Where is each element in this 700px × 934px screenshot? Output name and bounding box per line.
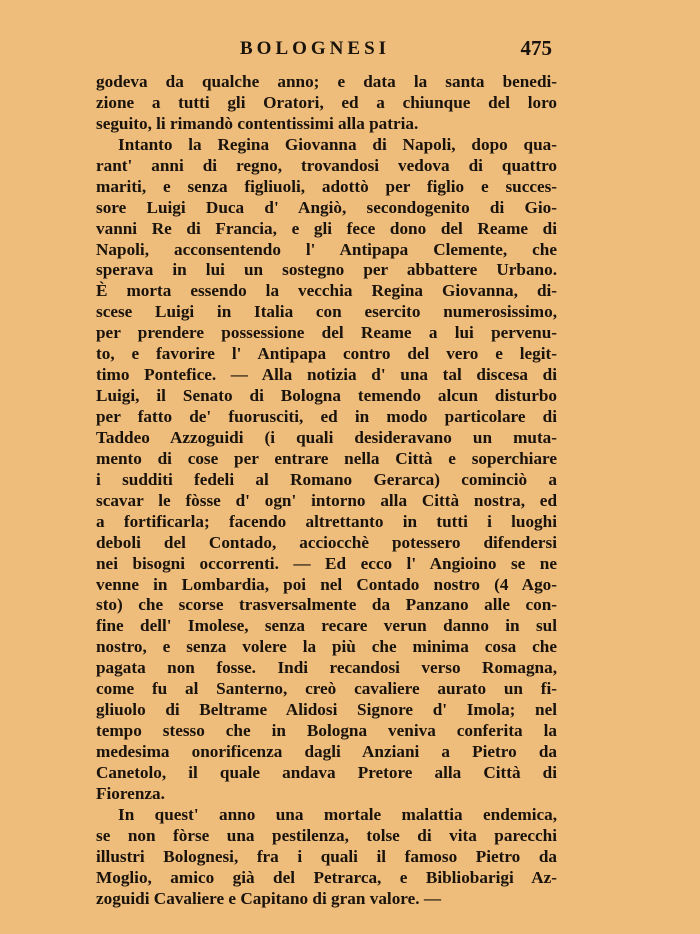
text-line: a fortificarla; facendo altrettanto in tutti i luoghi	[96, 511, 557, 531]
text-line: Intanto la Regina Giovanna di Napoli, dopo qua-	[118, 134, 557, 154]
text-line: se non fòrse una pestilenza, tolse di vita parecchi	[96, 825, 557, 845]
text-line: fine dell' Imolese, senza recare verun danno in sul	[96, 616, 557, 636]
text-line: sore Luigi Duca d' Angiò, secondogenito di Gio-	[96, 197, 557, 217]
text-line: to, e favorire l' Antipapa contro del vero e legit-	[96, 344, 557, 364]
text-line: Luigi, il Senato di Bologna temendo alcun disturbo	[96, 386, 557, 406]
text-line: tempo stesso che in Bologna veniva conferita la	[96, 721, 557, 741]
text-line: scavar le fòsse d' ogn' intorno alla Città nostra, ed	[96, 490, 557, 510]
body-text	[96, 72, 557, 910]
text-line: illustri Bolognesi, fra i quali il famoso Pietro da	[96, 846, 557, 866]
text-line: sperava in lui un sostegno per abbattere Urbano.	[96, 260, 557, 280]
page-header	[96, 38, 556, 68]
text-line: venne in Lombardia, poi nel Contado nostro (4 Ago-	[96, 574, 557, 594]
text-line: nei bisogni occorrenti. — Ed ecco l' Angioino se ne	[96, 553, 557, 573]
text-line: come fu al Santerno, creò cavaliere aurato un fi-	[96, 679, 557, 699]
text-line: Canetolo, il quale andava Pretore alla Città di	[96, 762, 557, 782]
text-line: Moglio, amico già del Petrarca, e Bibliobarigi Az-	[96, 867, 557, 887]
text-line: gliuolo di Beltrame Alidosi Signore d' Imola; nel	[96, 700, 557, 720]
text-line: Fiorenza.	[96, 783, 165, 803]
text-line: pagata non fosse. Indi recandosi verso Romagna,	[96, 658, 557, 678]
page-number: 475	[520, 36, 552, 60]
text-line: Napoli, acconsentendo l' Antipapa Clemente, che	[96, 239, 557, 259]
text-line: godeva da qualche anno; e data la santa benedi-	[96, 72, 557, 91]
text-line: seguito, li rimandò contentissimi alla patria.	[96, 113, 419, 133]
text-line: per fatto de' fuorusciti, ed in modo particolare di	[96, 407, 557, 426]
text-line: scese Luigi in Italia con esercito numerosissimo,	[96, 302, 557, 322]
text-line: nostro, e senza volere la più che minima cosa che	[96, 637, 557, 657]
text-line: Taddeo Azzoguidi (i quali desideravano un muta-	[96, 427, 557, 447]
text-line: mento di cose per entrare nella Città e soperchiare	[96, 448, 557, 468]
text-line: zoguidi Cavaliere e Capitano di gran valore. —	[96, 888, 442, 908]
text-line: mariti, e senza figliuoli, adottò per figlio e succes-	[96, 176, 557, 196]
text-line: In quest' anno una mortale malattia endemica,	[118, 804, 557, 824]
running-title: BOLOGNESI	[240, 38, 391, 59]
text-line: vanni Re di Francia, e gli fece dono del Reame di	[96, 218, 557, 238]
text-line: deboli del Contado, acciocchè potessero difendersi	[96, 532, 557, 552]
text-line: sto) che scorse trasversalmente da Panzano alle con-	[96, 595, 557, 615]
text-line: medesima onorificenza dagli Anziani a Pietro da	[96, 742, 557, 761]
text-line: È morta essendo la vecchia Regina Giovanna, di-	[96, 281, 557, 301]
text-line: i sudditi fedeli al Romano Gerarca) cominciò a	[96, 469, 557, 489]
text-line: rant' anni di regno, trovandosi vedova di quattro	[96, 155, 557, 175]
text-line: timo Pontefice. — Alla notizia d' una tal discesa di	[96, 365, 557, 385]
text-line: zione a tutti gli Oratori, ed a chiunque del loro	[96, 92, 557, 112]
text-line: per prendere possessione del Reame a lui pervenu-	[96, 323, 557, 343]
